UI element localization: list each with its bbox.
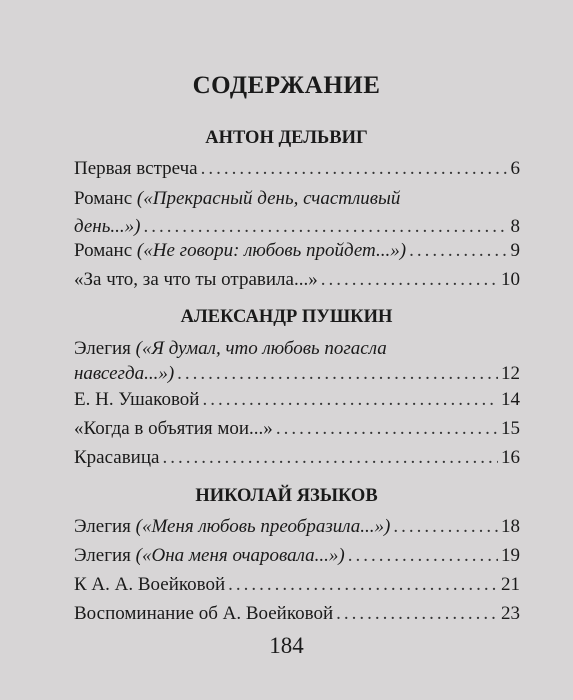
leader-dots xyxy=(393,514,498,539)
entry-subtitle-continued: навсегда...») xyxy=(74,363,175,384)
leader-dots xyxy=(336,601,498,626)
leader-dots xyxy=(201,156,508,181)
entry-page: 9 xyxy=(510,240,520,261)
entry-title: Романс xyxy=(74,240,137,261)
toc-entry xyxy=(74,601,520,626)
entry-page: 23 xyxy=(501,603,520,624)
entry-page: 18 xyxy=(501,516,520,537)
entry-page: 21 xyxy=(501,574,520,595)
entry-title: «За что, за что ты отравила...» xyxy=(74,269,318,290)
toc-entry xyxy=(74,572,520,597)
page-number: 184 xyxy=(269,633,304,658)
entry-title: Элегия xyxy=(74,338,136,359)
toc-entry xyxy=(74,543,520,568)
leader-dots xyxy=(409,238,507,263)
leader-dots xyxy=(228,572,498,597)
entry-title: Е. Н. Ушаковой xyxy=(74,389,200,410)
leader-dots xyxy=(202,387,498,412)
entry-title: Элегия xyxy=(74,545,136,566)
entry-page: 14 xyxy=(501,389,520,410)
entry-page: 16 xyxy=(501,447,520,468)
toc-entry xyxy=(74,186,520,239)
entry-subtitle: («Она меня очаровала...») xyxy=(135,545,345,566)
entry-page: 10 xyxy=(501,269,520,290)
author-heading: АЛЕКСАНДР ПУШКИН xyxy=(180,307,393,327)
toc-entry xyxy=(74,445,520,470)
leader-dots xyxy=(177,361,498,386)
entry-title: «Когда в объятия мои...» xyxy=(74,418,273,439)
entry-page: 6 xyxy=(510,158,520,179)
toc-entry xyxy=(74,238,520,263)
entry-subtitle-continued: день...») xyxy=(74,216,141,237)
author-heading: АНТОН ДЕЛЬВИГ xyxy=(205,128,368,148)
entry-page: 15 xyxy=(501,418,520,439)
entry-page: 12 xyxy=(501,363,520,384)
entry-page: 19 xyxy=(501,545,520,566)
toc-entry xyxy=(74,267,520,292)
leader-dots xyxy=(348,543,498,568)
entry-title: Красавица xyxy=(74,447,160,468)
leader-dots xyxy=(276,416,498,441)
contents-heading: СОДЕРЖАНИЕ xyxy=(192,72,381,99)
entry-subtitle: («Я думал, что любовь погасла xyxy=(135,338,387,359)
entry-page: 8 xyxy=(510,216,520,237)
toc-entry xyxy=(74,156,520,181)
toc-entry xyxy=(74,514,520,539)
entry-subtitle: («Прекрасный день, счастливый xyxy=(136,188,401,209)
toc-entry xyxy=(74,416,520,441)
entry-subtitle: («Не говори: любовь пройдет...») xyxy=(136,240,407,261)
toc-entry xyxy=(74,336,520,386)
entry-title: К А. А. Воейковой xyxy=(74,574,226,595)
entry-title: Воспоминание об А. Воейковой xyxy=(74,603,334,624)
leader-dots xyxy=(143,214,507,239)
entry-title: Романс xyxy=(74,188,137,209)
leader-dots xyxy=(321,267,498,292)
entry-subtitle: («Меня любовь преобразила...») xyxy=(135,516,391,537)
entry-title: Первая встреча xyxy=(74,158,198,179)
entry-title: Элегия xyxy=(74,516,136,537)
author-heading: НИКОЛАЙ ЯЗЫКОВ xyxy=(195,486,378,506)
toc-entry xyxy=(74,387,520,412)
leader-dots xyxy=(162,445,498,470)
